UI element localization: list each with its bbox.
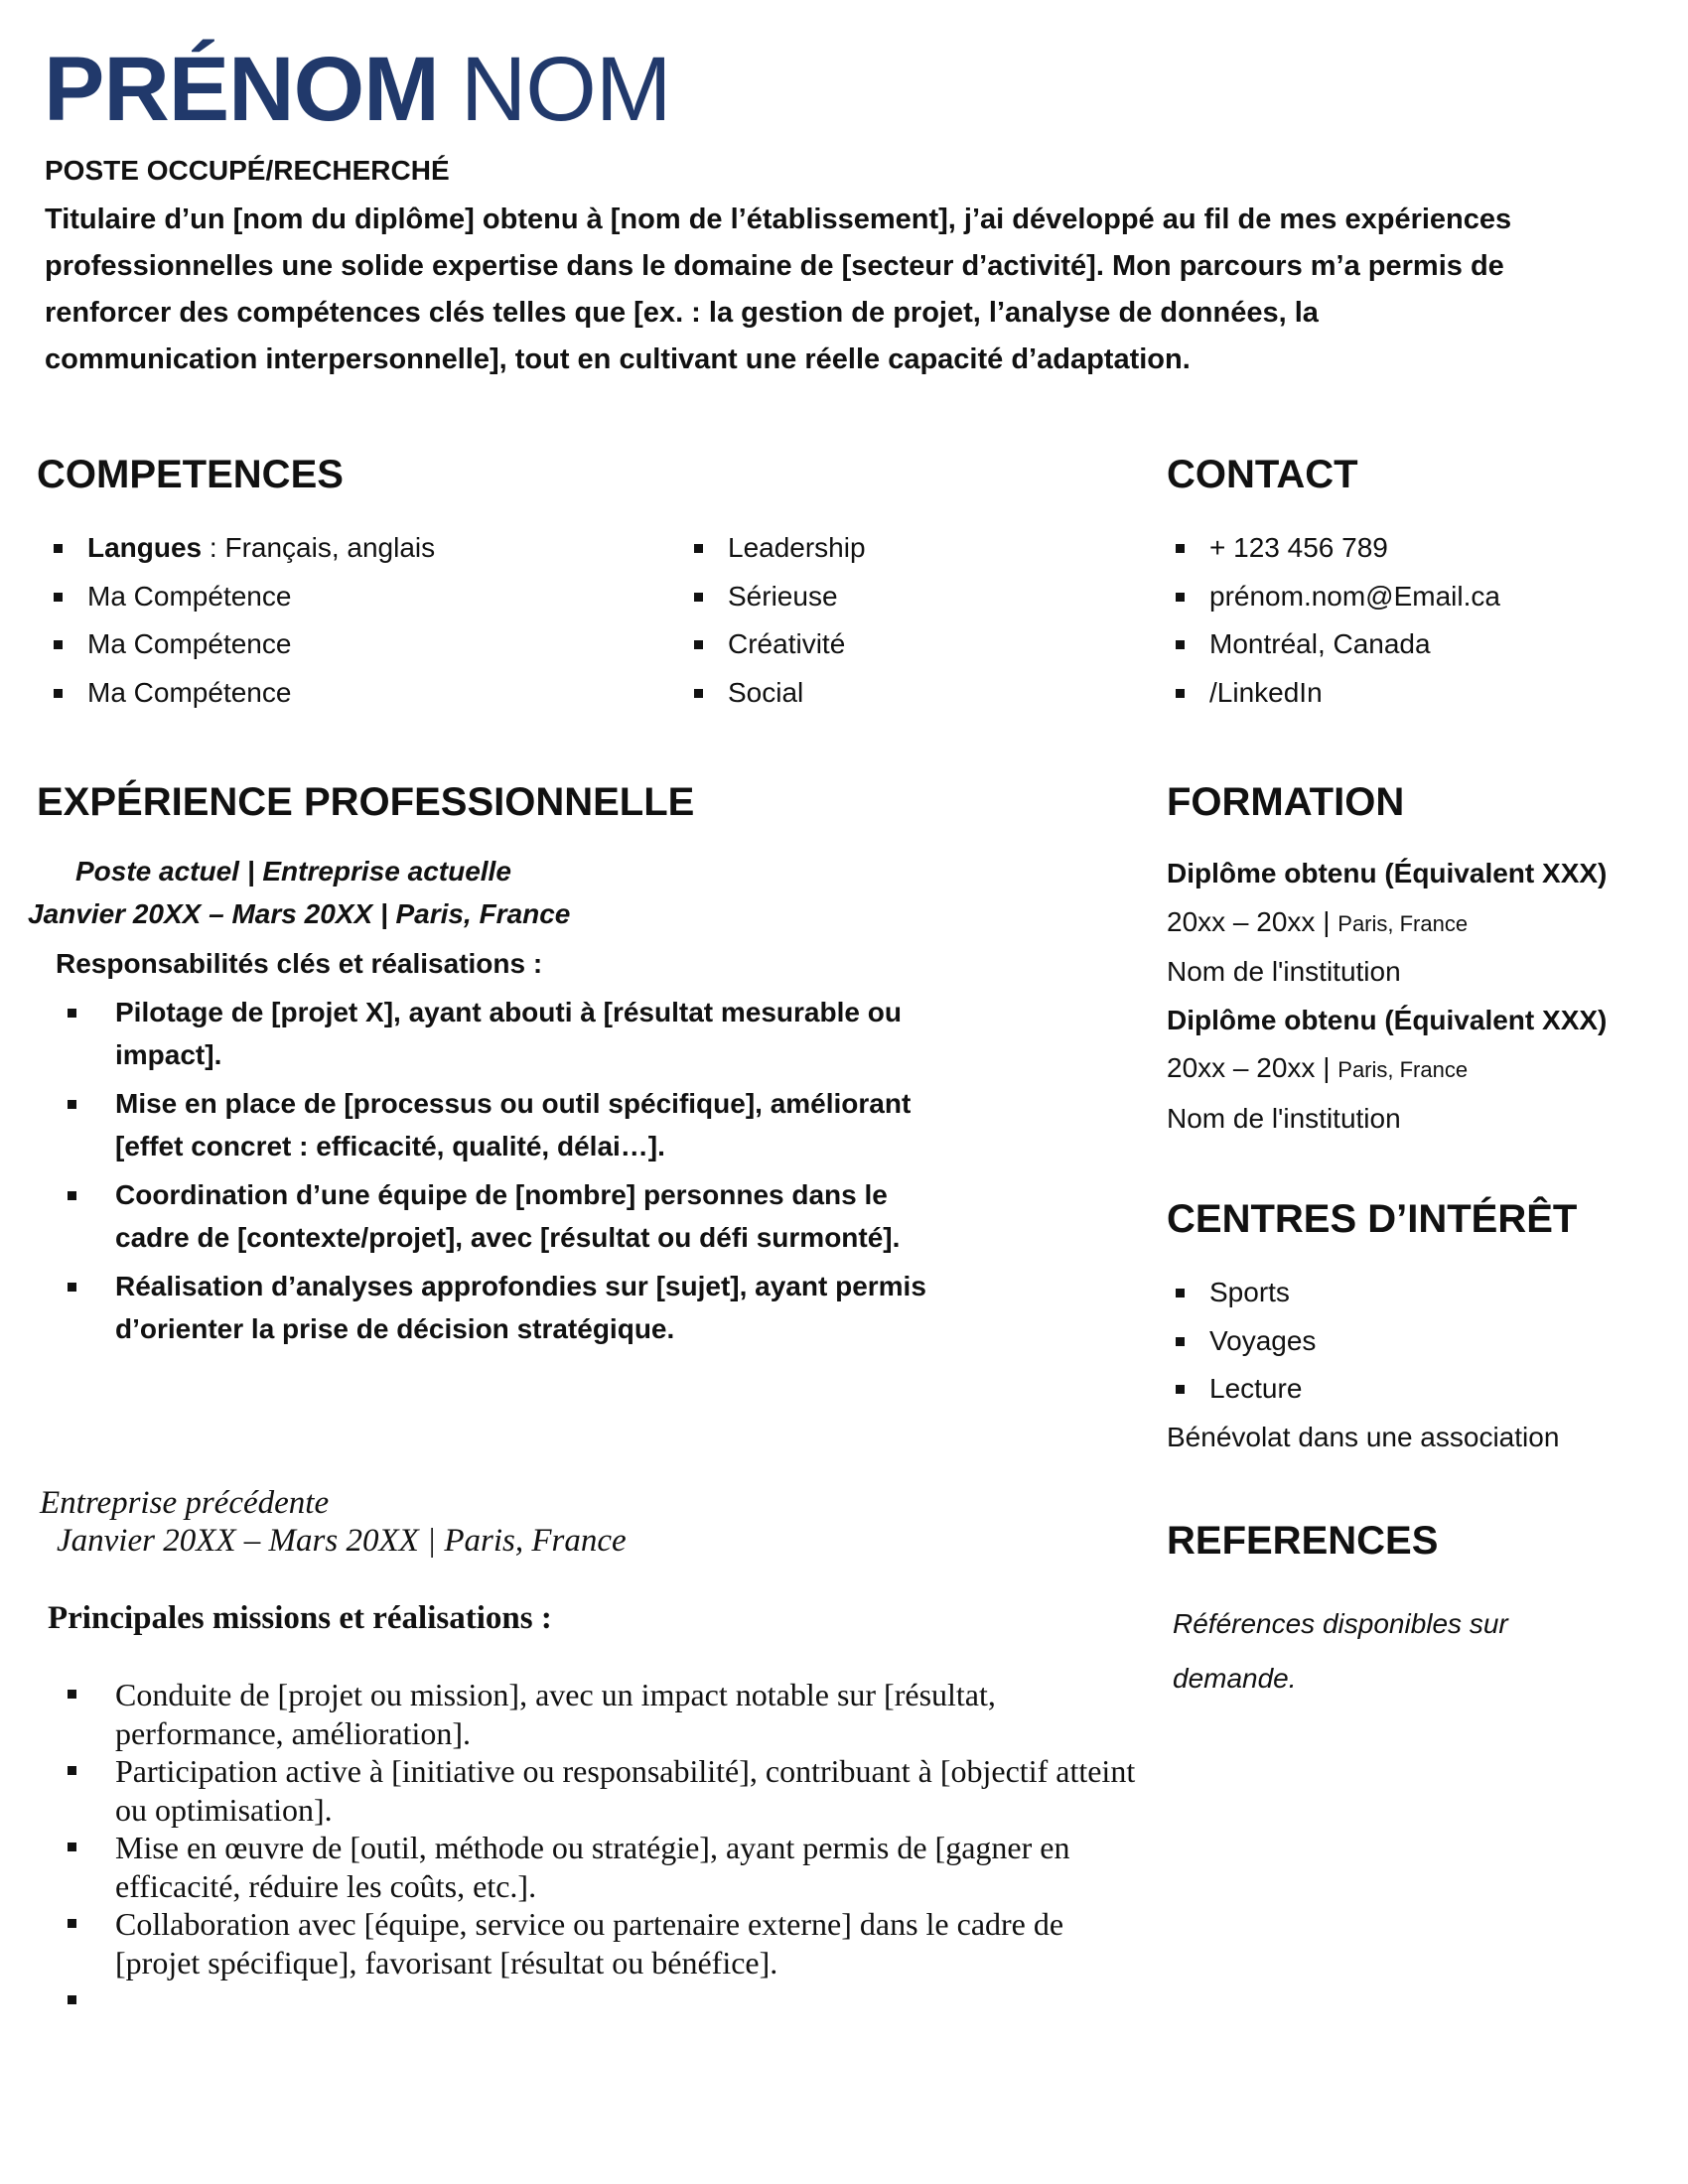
- education-heading: FORMATION: [1167, 780, 1405, 824]
- references-text: Références disponibles sur demande.: [1173, 1608, 1508, 1694]
- skills-list-right: [684, 524, 866, 717]
- skill-languages: [44, 524, 435, 573]
- references-heading: REFERENCES: [1167, 1519, 1439, 1563]
- job1-list: [66, 991, 959, 1356]
- candidate-name: [44, 40, 670, 139]
- skill-item: Social: [684, 669, 866, 718]
- skills-list-left: [44, 524, 435, 717]
- position-title: POSTE OCCUPÉ/RECHERCHÉ: [45, 155, 450, 186]
- job1-item: Mise en place de [processus ou outil spécifique], améliorant [effet concret : efficacité, qualité, délai…].: [66, 1082, 959, 1167]
- experience-heading: EXPÉRIENCE PROFESSIONNELLE: [37, 780, 695, 824]
- job1-item: Pilotage de [projet X], ayant abouti à [résultat mesurable ou impact].: [66, 991, 959, 1076]
- degree: Diplôme obtenu (Équivalent XXX): [1167, 858, 1608, 888]
- job1-responsibilities-label: Responsabilités clés et réalisations :: [56, 948, 543, 979]
- interests-heading: CENTRES D’INTÉRÊT: [1167, 1197, 1578, 1241]
- job2-item: Participation active à [initiative ou responsabilité], contribuant à [objectif atteint ou optimisation].: [66, 1752, 1138, 1829]
- skill-item: Ma Compétence: [44, 573, 435, 621]
- institution: Nom de l'institution: [1167, 1102, 1401, 1134]
- job2-title: Entreprise précédente: [40, 1485, 330, 1521]
- contact-location: Montréal, Canada: [1166, 620, 1500, 669]
- job2-missions-label: Principales missions et réalisations :: [48, 1600, 552, 1636]
- last-name: NOM: [460, 39, 671, 140]
- interest-extra: Bénévolat dans une association: [1167, 1422, 1560, 1452]
- contact-linkedin: /LinkedIn: [1166, 669, 1500, 718]
- profile-summary: Titulaire d’un [nom du diplôme] obtenu à [nom de l’établissement], j’ai développé au fil de mes expériences professionnelles une solide expertise dans le domaine de [secteur d’activité]. Mon parcours m’a permis de renforcer des compétences clés telles que [ex. : la gestion de projet, l’analyse de données, la communication interpersonnelle], tout en cultivant une réelle capacité d’adaptation.: [45, 204, 1512, 375]
- interests-list: [1166, 1269, 1316, 1414]
- job2-item-empty: [66, 1981, 1138, 2019]
- skill-item: Sérieuse: [684, 573, 866, 621]
- job2-dates: Janvier 20XX – Mars 20XX | Paris, France: [57, 1523, 627, 1559]
- job1-item: Coordination d’une équipe de [nombre] personnes dans le cadre de [contexte/projet], avec [résultat ou défi surmonté].: [66, 1173, 959, 1259]
- interest-item: Lecture: [1166, 1365, 1316, 1414]
- degree-place: Paris, France: [1337, 910, 1469, 936]
- skill-item: Ma Compétence: [44, 620, 435, 669]
- contact-email: prénom.nom@Email.ca: [1166, 573, 1500, 621]
- job2-item: Mise en œuvre de [outil, méthode ou stratégie], ayant permis de [gagner en efficacité, réduire les coûts, etc.].: [66, 1829, 1138, 1905]
- languages-value: : Français, anglais: [202, 532, 436, 563]
- job2-item: Conduite de [projet ou mission], avec un impact notable sur [résultat, performance, amélioration].: [66, 1676, 1138, 1752]
- job1-item: Réalisation d’analyses approfondies sur [sujet], ayant permis d’orienter la prise de décision stratégique.: [66, 1265, 959, 1350]
- degree-place: Paris, France: [1337, 1057, 1469, 1082]
- skills-heading: COMPETENCES: [37, 453, 344, 496]
- job2-list: [66, 1676, 1138, 2019]
- years: 20xx – 20xx |: [1167, 1052, 1331, 1083]
- job1-dates: Janvier 20XX – Mars 20XX | Paris, France: [28, 898, 571, 929]
- institution: Nom de l'institution: [1167, 956, 1401, 987]
- skill-item: Leadership: [684, 524, 866, 573]
- degree: Diplôme obtenu (Équivalent XXX): [1167, 1004, 1608, 1035]
- contact-phone: + 123 456 789: [1166, 524, 1500, 573]
- interest-item: Sports: [1166, 1269, 1316, 1317]
- interest-item: Voyages: [1166, 1317, 1316, 1366]
- degree-years: [1167, 898, 1607, 949]
- education-list: [1167, 850, 1607, 1143]
- contact-list: [1166, 524, 1500, 717]
- first-name: PRÉNOM: [44, 39, 439, 140]
- job2-item: Collaboration avec [équipe, service ou partenaire externe] dans le cadre de [projet spécifique], favorisant [résultat ou bénéfice].: [66, 1905, 1138, 1981]
- job1-title: Poste actuel | Entreprise actuelle: [75, 856, 511, 887]
- skill-item: Ma Compétence: [44, 669, 435, 718]
- years: 20xx – 20xx |: [1167, 905, 1331, 937]
- degree-years: [1167, 1044, 1607, 1095]
- skill-item: Créativité: [684, 620, 866, 669]
- languages-label: Langues: [87, 532, 203, 563]
- contact-heading: CONTACT: [1167, 453, 1358, 496]
